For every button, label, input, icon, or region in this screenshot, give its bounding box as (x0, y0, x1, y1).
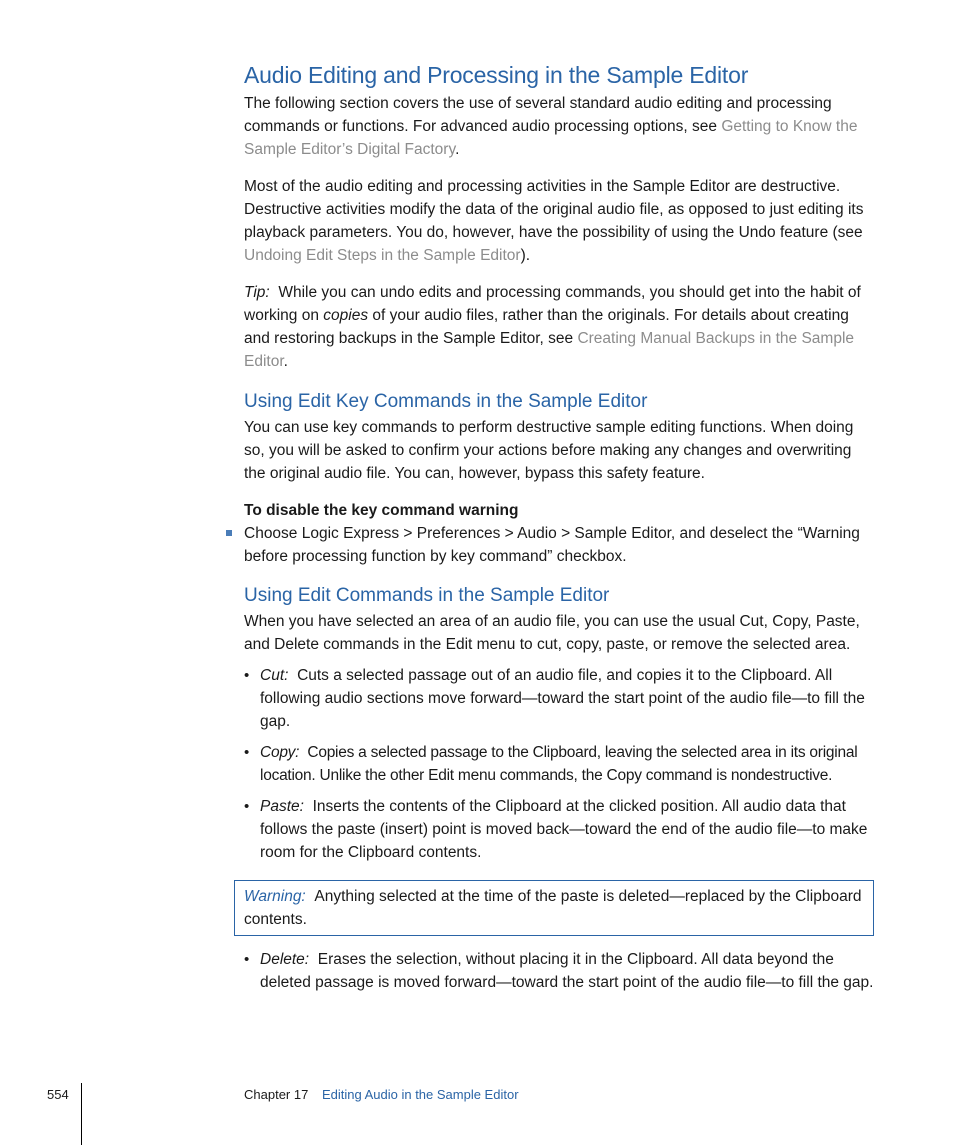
list-item-copy (244, 741, 874, 787)
chapter-label: Chapter 17 (244, 1087, 309, 1102)
link-undoing-edit-steps[interactable]: Undoing Edit Steps in the Sample Editor (244, 247, 521, 264)
destructive-after: ). (520, 247, 531, 264)
item-term: Cut: (260, 667, 289, 684)
section-heading-edit-commands: Using Edit Commands in the Sample Editor (244, 585, 610, 606)
bullet-dot-icon: • (244, 744, 250, 761)
warning-box (234, 880, 874, 936)
bullet-dot-icon: • (244, 798, 250, 815)
footer-chapter (244, 1086, 519, 1104)
warning-label: Warning: (244, 888, 306, 905)
footer-divider (81, 1083, 82, 1145)
tip-emphasis: copies (323, 307, 369, 324)
link-digital-factory[interactable]: Getting to Know the Sample Editor’s Digital Factory (244, 118, 858, 158)
chapter-title-link[interactable]: Editing Audio in the Sample Editor (321, 1087, 519, 1102)
main-content (244, 60, 874, 994)
destructive-paragraph (244, 175, 874, 267)
tip-after: . (283, 353, 288, 370)
square-bullet-icon (226, 530, 232, 536)
item-term: Copy: (260, 744, 300, 761)
list-item-delete (244, 948, 874, 994)
intro-paragraph (244, 92, 874, 161)
destructive-text: Most of the audio editing and processing activities in the Sample Editor are destructive. Destructive activities modify the data of the original audio file, as opposed to just editing its playback parameters. You do, however, have the possibility of using the Undo feature (see (244, 178, 864, 241)
intro-after: . (455, 141, 460, 158)
bullet-dot-icon: • (244, 667, 250, 684)
item-text: Copies a selected passage to the Clipboard, leaving the selected area in its original location. Unlike the other Edit menu commands, the Copy command is nondestructive. (260, 744, 858, 784)
tip-label: Tip: (244, 284, 270, 301)
bullet-dot-icon: • (244, 951, 250, 968)
tip-text-2: of your audio files, rather than the originals. For details about creating and restoring backups in the Sample Editor, see (244, 307, 849, 347)
edit-commands-paragraph: When you have selected an area of an audio file, you can use the usual Cut, Copy, Paste, and Delete commands in the Edit menu to cut, copy, paste, or remove the selected area. (244, 613, 860, 653)
intro-text: The following section covers the use of several standard audio editing and processing commands or functions. For advanced audio processing options, see (244, 95, 832, 135)
list-item-cut (244, 664, 874, 733)
task-step-text: Choose Logic Express > Preferences > Audio > Sample Editor, and deselect the “Warning before processing function by key command” checkbox. (244, 525, 860, 565)
item-text: Inserts the contents of the Clipboard at the clicked position. All audio data that follows the paste (insert) point is moved back—toward the end of the audio file—to make room for the Clipboard contents. (260, 798, 868, 861)
task-step (244, 522, 874, 568)
warning-text: Anything selected at the time of the paste is deleted—replaced by the Clipboard contents. (244, 888, 862, 928)
page-number: 554 (47, 1087, 69, 1102)
item-text: Erases the selection, without placing it in the Clipboard. All data beyond the deleted passage is moved forward—toward the start point of the audio file—to fill the gap. (260, 951, 874, 991)
list-item-paste (244, 795, 874, 864)
item-term: Delete: (260, 951, 310, 968)
tip-paragraph (244, 281, 874, 373)
section-heading-key-commands: Using Edit Key Commands in the Sample Editor (244, 391, 648, 412)
item-term: Paste: (260, 798, 304, 815)
task-title: To disable the key command warning (244, 502, 519, 519)
tip-text-1: While you can undo edits and processing commands, you should get into the habit of working on (244, 284, 861, 324)
page-title: Audio Editing and Processing in the Sample Editor (244, 62, 749, 88)
link-manual-backups[interactable]: Creating Manual Backups in the Sample Editor (244, 330, 855, 370)
item-text: Cuts a selected passage out of an audio file, and copies it to the Clipboard. All following audio sections move forward—toward the start point of the audio file—to fill the gap. (260, 667, 865, 730)
key-commands-paragraph: You can use key commands to perform destructive sample editing functions. When doing so, you will be asked to confirm your actions before making any changes and overwriting the original audio file. You can, however, bypass this safety feature. (244, 419, 854, 482)
